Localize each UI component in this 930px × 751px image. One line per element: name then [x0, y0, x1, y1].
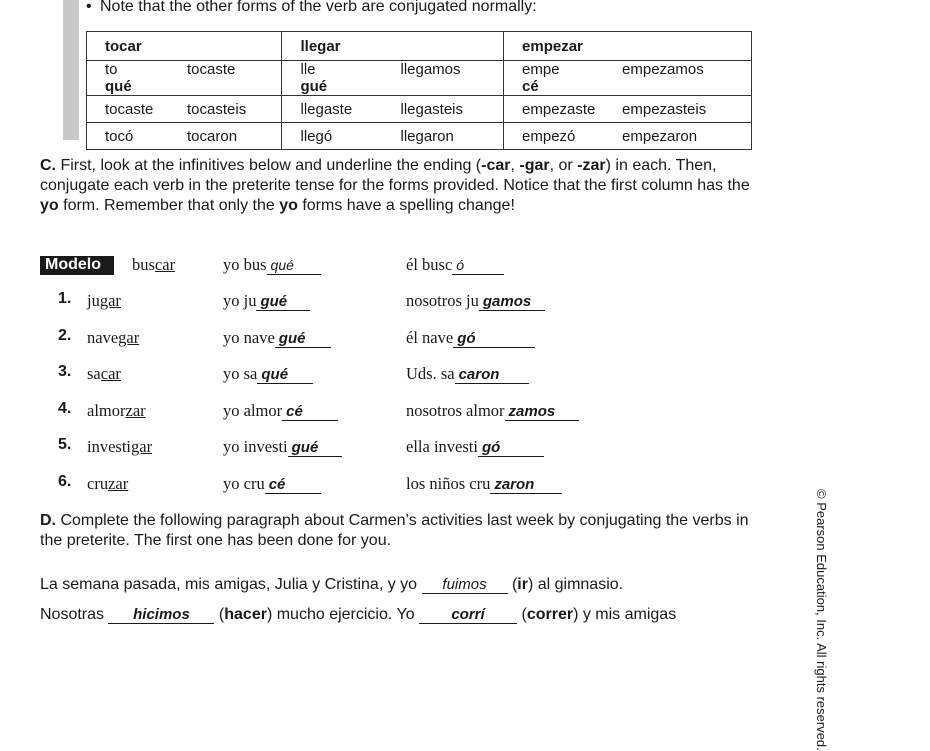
sidebar-shade	[63, 0, 79, 140]
bullet-icon: •	[86, 0, 92, 15]
item-other-form: nosotros ju gamos	[406, 291, 545, 311]
item-number: 1.	[58, 290, 72, 307]
answer-blank[interactable]: fuimos	[422, 576, 508, 594]
item-number: 6.	[58, 473, 72, 490]
item-number: 4.	[58, 400, 72, 417]
item-yo-form: yo ju gué	[223, 291, 310, 311]
answer-blank[interactable]: gué	[275, 330, 331, 348]
header-tocar: tocar	[87, 32, 282, 61]
paragraph-line-1: La semana pasada, mis amigas, Julia y Cristina, y yo fuimos (ir) al gimnasio.	[40, 576, 624, 593]
item-infinitive: sacar	[87, 364, 121, 383]
table-cell: llegué llegamos	[282, 61, 504, 96]
item-other-form: nosotros almor zamos	[406, 401, 579, 421]
section-c-instructions: C. First, look at the infinitives below and underline the ending (-car, -gar, or -zar) in each. Then, conjugate each verb in the preterite tense for the forms provided. Notice that the first column has the yo form. Remember that only the yo forms have a spelling change!	[40, 157, 750, 214]
header-empezar: empezar	[504, 32, 752, 61]
answer-blank[interactable]: gué	[288, 439, 342, 457]
table-cell: llegaste llegasteis	[282, 96, 504, 123]
copyright-notice: © Pearson Education, Inc. All rights reserved.	[814, 489, 829, 751]
table-cell: toqué tocaste	[87, 61, 282, 96]
answer-blank[interactable]: gué	[256, 293, 310, 311]
item-infinitive: navegar	[87, 328, 140, 347]
item-infinitive: investigar	[87, 437, 153, 456]
item-other-form: él nave gó	[406, 328, 535, 348]
item-other-form: los niños cru zaron	[406, 474, 562, 494]
item-infinitive: jugar	[87, 291, 121, 310]
note-text: Note that the other forms of the verb are conjugated normally:	[100, 0, 537, 15]
answer-blank[interactable]: gó	[453, 330, 535, 348]
table-row	[87, 123, 752, 150]
answer-blank[interactable]: corrí	[419, 606, 517, 624]
conjugation-table	[86, 31, 752, 150]
answer-blank[interactable]: gamos	[479, 293, 545, 311]
item-yo-form: yo investi gué	[223, 437, 342, 457]
item-infinitive: almorzar	[87, 401, 146, 420]
section-d-instructions: D. Complete the following paragraph about Carmen’s activities last week by conjugating the verbs in the preterite. The first one has been done for you.	[40, 512, 749, 549]
answer-blank[interactable]: zamos	[505, 403, 579, 421]
table-cell: tocó tocaron	[87, 123, 282, 150]
item-yo-form: yo cru cé	[223, 474, 321, 494]
table-header-row	[87, 32, 752, 61]
modelo-label: Modelo	[40, 256, 114, 275]
item-infinitive: cruzar	[87, 474, 129, 493]
table-cell: empezó empezaron	[504, 123, 752, 150]
item-number: 5.	[58, 436, 72, 453]
answer-blank[interactable]: cé	[282, 403, 338, 421]
item-yo-form: yo almor cé	[223, 401, 338, 421]
answer-blank[interactable]: qué	[257, 366, 313, 384]
item-other-form: ella investi gó	[406, 437, 544, 457]
table-row	[87, 61, 752, 96]
answer-blank[interactable]: hicimos	[108, 606, 214, 624]
paragraph-line-2: Nosotras hicimos (hacer) mucho ejercicio. Yo corrí (correr) y mis amigas	[40, 606, 677, 623]
answer-blank[interactable]: zaron	[490, 476, 562, 494]
item-yo-form: yo nave gué	[223, 328, 331, 348]
item-yo-form: yo sa qué	[223, 364, 313, 384]
table-cell: llegó llegaron	[282, 123, 504, 150]
table-cell: empecé empezamos	[504, 61, 752, 96]
answer-blank[interactable]: qué	[267, 257, 321, 275]
item-number: 2.	[58, 327, 72, 344]
item-other-form: Uds. sa caron	[406, 364, 529, 384]
answer-blank[interactable]: caron	[455, 366, 529, 384]
answer-blank[interactable]: cé	[265, 476, 321, 494]
table-row	[87, 96, 752, 123]
answer-blank[interactable]: gó	[478, 439, 544, 457]
modelo-infinitive: buscar	[132, 255, 176, 274]
item-number: 3.	[58, 363, 72, 380]
modelo-yo-form: yo bus qué	[223, 255, 321, 275]
answer-blank[interactable]: ó	[452, 257, 504, 275]
note-line	[86, 0, 537, 16]
table-cell: tocaste tocasteis	[87, 96, 282, 123]
header-llegar: llegar	[282, 32, 504, 61]
modelo-el-form: él busc ó	[406, 255, 504, 275]
table-cell: empezaste empezasteis	[504, 96, 752, 123]
